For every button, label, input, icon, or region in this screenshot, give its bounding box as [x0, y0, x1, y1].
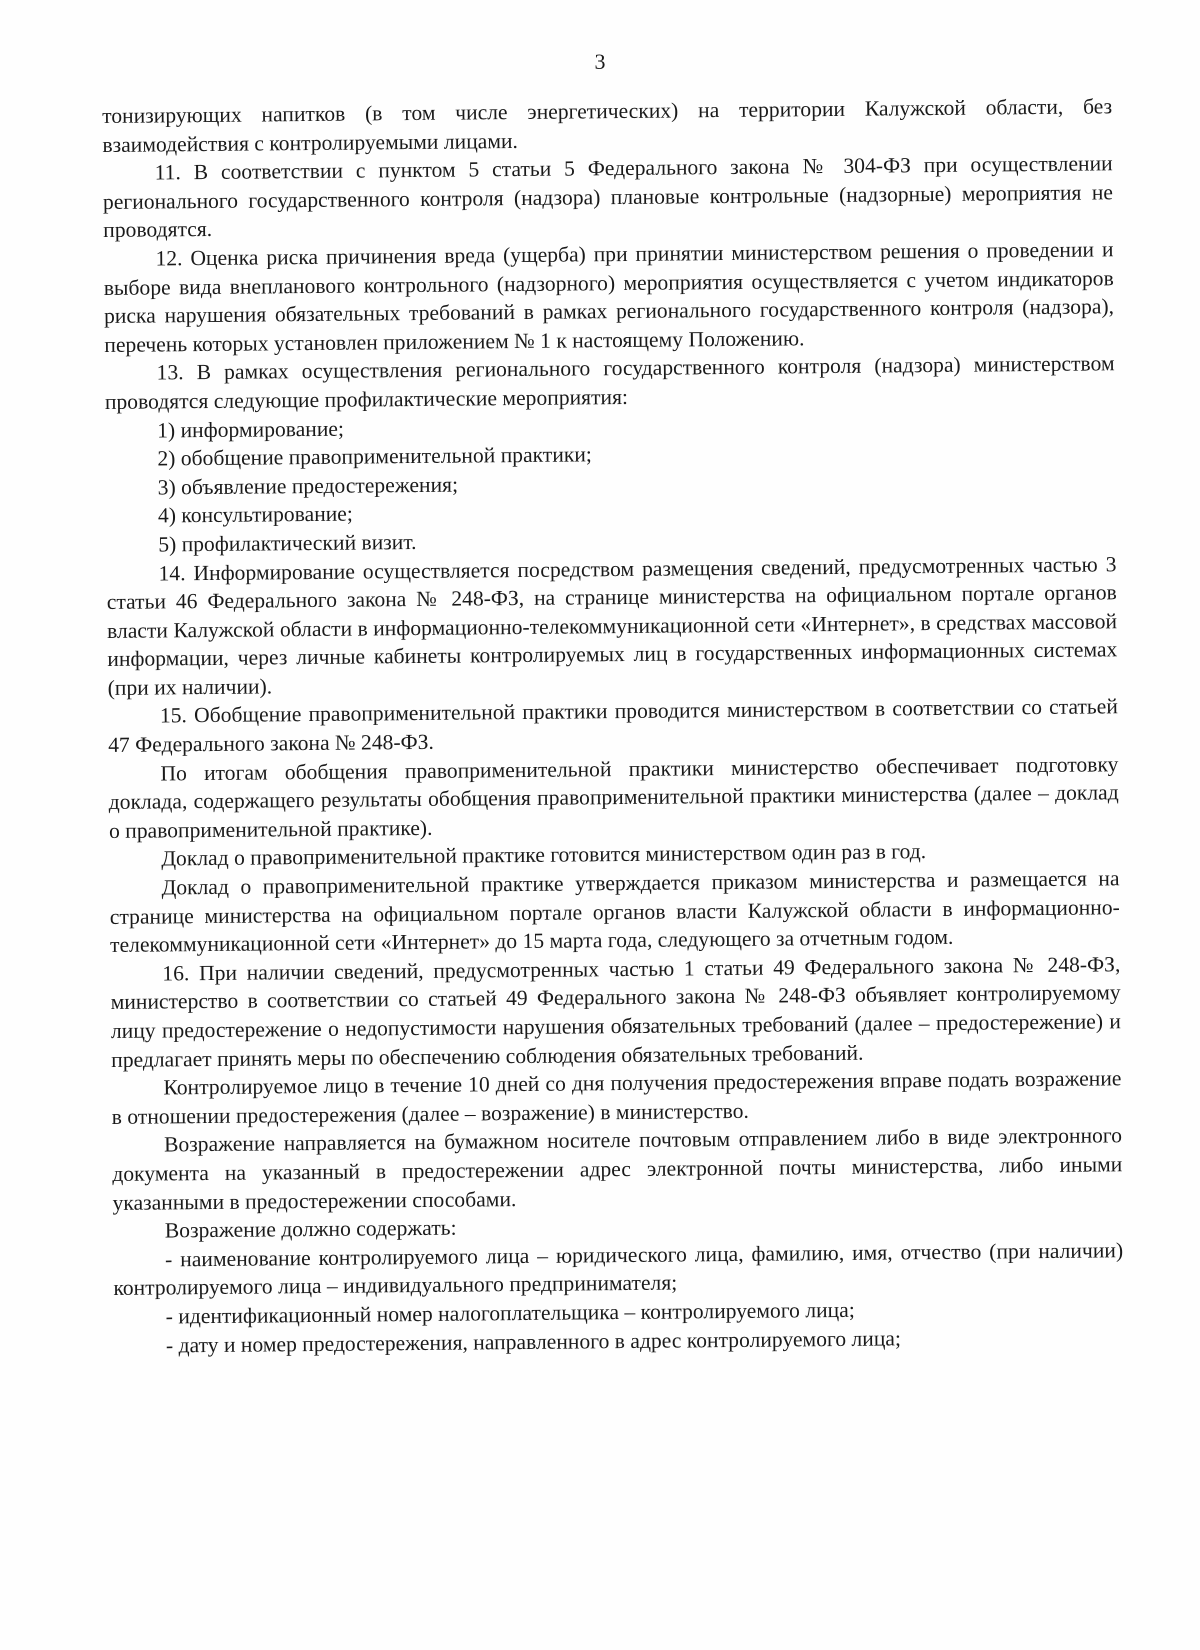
- paragraph-13: 13. В рамках осуществления регионального государственного контроля (надзора) министерством проводятся следующие профилактические мероприятия:: [104, 351, 1115, 414]
- paragraph-11: 11. В соответствии с пунктом 5 статьи 5 Федерального закона № 304-ФЗ при осуществлении регионального государственного контроля (надзора) плановые контрольные (надзорные) мероприятия не проводятся.: [102, 151, 1114, 243]
- list-item-dash: - наименование контролируемого лица – юридического лица, фамилию, имя, отчество (при наличии) контролируемого лица – индивидуального предпринимателя;: [113, 1238, 1124, 1301]
- paragraph-12: 12. Оценка риска причинения вреда (ущерба) при принятии министерством решения о проведении и выборе вида внепланового контрольного (надзорного) мероприятия осуществляется с учетом индикаторов риска нарушения обязательных требований в рамках регионального государственного контроля (надзора), перечень которых установлен приложением № 1 к настоящему Положению.: [103, 237, 1115, 357]
- page-number: 3: [594, 49, 606, 74]
- paragraph-14: 14. Информирование осуществляется посредством размещения сведений, предусмотренных частью 3 статьи 46 Федерального закона № 248-ФЗ, на странице министерства на официальном портале органов власти Калужской области в информационно-телекоммуникационной сети «Интернет», в средствах массовой информации, через личные кабинеты контролируемых лиц в государственных информационных системах (при их наличии).: [106, 551, 1118, 700]
- list-item-1: 1) информирование;: [157, 416, 345, 443]
- paragraph-16-objection-delivery: Возражение направляется на бумажном носителе почтовым отправлением либо в виде электронного документа на указанный в предостережении адрес электронной почты министерства, либо иными указанными в предостережении способами.: [112, 1123, 1123, 1215]
- paragraph-15: 15. Обобщение правоприменительной практики проводится министерством в соответствии со статьей 47 Федерального закона № 248-ФЗ.: [108, 694, 1118, 758]
- list-item-5: 5) профилактический визит.: [158, 529, 417, 557]
- paragraph-15-frequency: Доклад о правоприменительной практике готовится министерством один раз в год.: [161, 839, 927, 871]
- paragraph-continuation: тонизирующих напитков (в том числе энергетических) на территории Калужской области, без взаимодействия с контролируемыми лицами.: [102, 94, 1113, 157]
- paragraph-16-objection-right: Контролируемое лицо в течение 10 дней со дня получения предостережения вправе подать возражение в отношении предостережения (далее – возражение) в министерство.: [111, 1066, 1122, 1129]
- list-item-2: 2) обобщение правоприменительной практики;: [157, 442, 592, 471]
- paragraph-15-approval: Доклад о правоприменительной практике утверждается приказом министерства и размещается на странице министерства на официальном портале органов власти Калужской области в информационно-телекоммуникационной сети «Интернет» до 15 марта года, следующего за отчетным годом.: [109, 866, 1120, 958]
- list-item-3: 3) объявление предостережения;: [157, 472, 459, 500]
- list-item-dash: - идентификационный номер налогоплательщика – контролируемого лица;: [165, 1297, 855, 1329]
- document-body: [102, 92, 1124, 1360]
- paragraph-15-results: По итогам обобщения правоприменительной практики министерство обеспечивает подготовку доклада, содержащего результаты обобщения правоприменительной практики министерства (далее – доклад о правоприменительной практике).: [108, 751, 1119, 843]
- list-item-dash: - дату и номер предостережения, направленного в адрес контролируемого лица;: [165, 1325, 902, 1357]
- paragraph-16-objection-contents: Возражение должно содержать:: [164, 1215, 457, 1243]
- paragraph-16: 16. При наличии сведений, предусмотренных частью 1 статьи 49 Федерального закона № 248-ФЗ, министерство в соответствии со статьей 49 Федерального закона № 248-ФЗ объявляет контролируемому лицу предостережение о недопустимости нарушения обязательных требований (далее – предостережение) и предлагает принять меры по обеспечению соблюдения обязательных требований.: [110, 952, 1121, 1072]
- list-item-4: 4) консультирование;: [157, 501, 353, 528]
